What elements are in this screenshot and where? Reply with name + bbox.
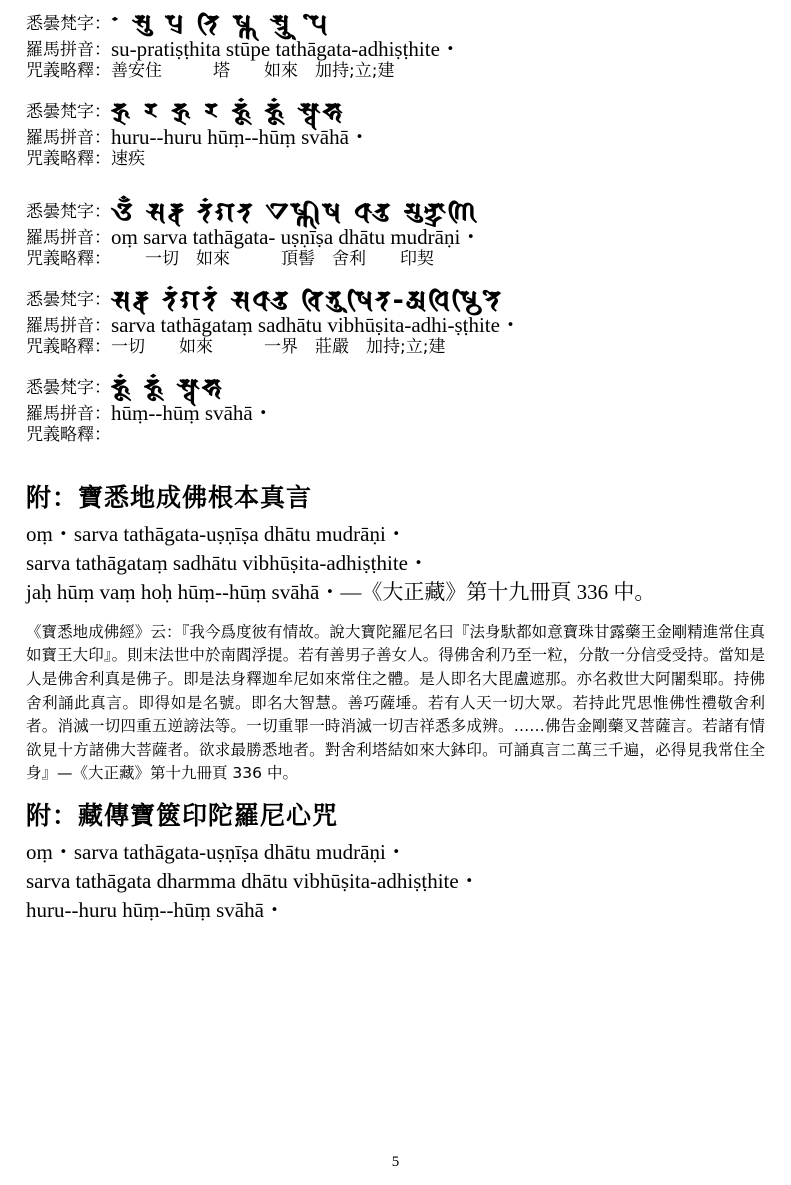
- appendix-1-line-3: jaḥ hūṃ vaṃ hoḥ hūṃ--hūṃ svāhā・—《大正藏》第十九冊頁 336 中。: [26, 579, 656, 604]
- romanization-text: su-pratiṣṭhita stūpe tathāgata-adhiṣṭhite・: [111, 37, 461, 61]
- siddham-label: 悉曇梵字：: [26, 102, 111, 122]
- appendix-1-line-2: sarva tathāgataṃ sadhātu vibhūṣita-adhiṣṭhite・: [26, 550, 429, 575]
- romanization-label: 羅馬拼音：: [26, 40, 111, 60]
- siddham-row: [26, 374, 765, 401]
- romanization-text: oṃ sarva tathāgata- uṣṇīṣa dhātu mudrāṇi・: [111, 225, 482, 249]
- meaning-row: [26, 151, 765, 170]
- siddham-text: 𑗄 𑖭𑖲 𑖢𑖿𑖨 𑖝𑖰 𑖬𑖿𑖜 𑖭𑖿𑖝𑖳 𑖢𑖸: [111, 10, 330, 39]
- romanization-row: [26, 39, 765, 61]
- siddham-text: 𑖭𑖨𑖿𑖪 𑖝𑖽𑖐𑖝𑖽 𑖭𑖠𑖯𑖝𑖲 𑖪𑖰𑖥𑖳𑖬𑖰𑖝-𑖀𑖠𑖰𑖬𑖿𑖙𑖰𑖝𑖸: [111, 286, 504, 315]
- meaning-label: 咒義略釋：: [26, 249, 111, 269]
- sutra-quotation: 《寶悉地成佛經》云：『我今爲度彼有情故。說大寶陀羅尼名曰『法身馱都如意寶珠甘露藥王金剛精進常住真如寶王大印』。則末法世中於南閻浮提。若有善男子善女人。得佛舍利乃至一粒，分散一分信受受持。當知是人是佛舍利真是佛子。即是法身釋迦牟尼如來常住之體。是人即名大毘盧遮那。亦名救世大阿闍梨耶。持佛舍利誦此真言。即得如是名號。即名大智慧。善巧薩埵。若有人天一切大眾。若持此咒思惟佛性禮敬舍利者。消滅一切四重五逆謗法等。一切重罪一時消滅一切吉祥悉多成辨。……佛告金剛藥叉菩薩言。若諸有情欲見十方諸佛大菩薩者。欲求最勝悉地者。對舍利塔結如來大鉢印。可誦真言二萬三千遍，必得見我常住全身』—《大正藏》第十九冊頁 336 中。: [26, 622, 765, 783]
- appendix-2-line-3: huru--huru hūṃ--hūṃ svāhā・: [26, 897, 285, 922]
- siddham-row: [26, 198, 765, 225]
- mantra-block-1: [26, 10, 765, 82]
- meaning-text: 速疾: [111, 149, 145, 169]
- meaning-label: 咒義略釋：: [26, 149, 111, 169]
- siddham-text: 𑖮𑗜 𑖨𑗜 𑖮𑗜 𑖨𑗜 𑖮𑗝𑖽 𑖮𑗝𑖽 𑖭𑖿𑖪𑖯𑖮𑖯: [111, 98, 345, 127]
- appendix-2-line-2: sarva tathāgata dharmma dhātu vibhūṣita-adhiṣṭhite・: [26, 868, 480, 893]
- appendix-2-line-1: oṃ・sarva tathāgata-uṣṇīṣa dhātu mudrāṇi・: [26, 839, 407, 864]
- meaning-label: 咒義略釋：: [26, 61, 111, 81]
- romanization-text: huru--huru hūṃ--hūṃ svāhā・: [111, 125, 370, 149]
- romanization-label: 羅馬拼音：: [26, 404, 111, 424]
- romanization-label: 羅馬拼音：: [26, 128, 111, 148]
- romanization-text: sarva tathāgataṃ sadhātu vibhūṣita-adhi-ṣṭhite・: [111, 313, 521, 337]
- siddham-label: 悉曇梵字：: [26, 202, 111, 222]
- siddham-text: 𑖮𑗝𑖽 𑖮𑗝𑖽 𑖭𑖿𑖪𑖯𑖮𑖯: [111, 374, 224, 403]
- spacer: [26, 176, 765, 198]
- meaning-row: [26, 63, 765, 82]
- meaning-text: 一切 如來 頂髻 舍利 印契: [111, 249, 434, 269]
- romanization-text: hūṃ--hūṃ svāhā・: [111, 401, 274, 425]
- romanization-label: 羅馬拼音：: [26, 228, 111, 248]
- mantra-block-3: [26, 198, 765, 270]
- meaning-text: 善安住 塔 如來 加持;立;建: [111, 61, 395, 81]
- siddham-label: 悉曇梵字：: [26, 14, 111, 34]
- appendix-1-line-1: oṃ・sarva tathāgata-uṣṇīṣa dhātu mudrāṇi・: [26, 522, 407, 546]
- romanization-row: [26, 227, 765, 249]
- siddham-row: [26, 10, 765, 37]
- appendix-1-heading: 附：寶悉地成佛根本真言: [26, 483, 313, 512]
- romanization-row: [26, 127, 765, 149]
- mantra-block-5: [26, 374, 765, 446]
- mantra-block-4: [26, 286, 765, 358]
- siddham-text: 𑖌𑖼 𑖭𑖨𑖿𑖪 𑖝𑖽𑖐𑖝 𑖊𑖬𑖿𑖜𑖱𑖬 𑖠𑖯𑖝𑖲 𑖦𑖲𑖡𑖿𑖟𑖿𑖨𑖯𑖜𑖰: [111, 198, 479, 227]
- spacer: [26, 364, 765, 374]
- meaning-text: 一切 如來 一界 莊嚴 加持;立;建: [111, 337, 446, 357]
- meaning-label: 咒義略釋：: [26, 337, 111, 357]
- siddham-label: 悉曇梵字：: [26, 290, 111, 310]
- meaning-row: [26, 339, 765, 358]
- spacer: [26, 452, 765, 468]
- mantra-block-2: [26, 98, 765, 170]
- page-number: 5: [391, 1154, 400, 1170]
- spacer: [26, 88, 765, 98]
- meaning-row: [26, 251, 765, 270]
- romanization-label: 羅馬拼音：: [26, 316, 111, 336]
- siddham-label: 悉曇梵字：: [26, 378, 111, 398]
- spacer: [26, 276, 765, 286]
- meaning-row: [26, 427, 765, 446]
- romanization-row: [26, 403, 765, 425]
- appendix-2-heading: 附：藏傳寶篋印陀羅尼心咒: [26, 800, 339, 830]
- siddham-row: [26, 98, 765, 125]
- meaning-label: 咒義略釋：: [26, 425, 111, 445]
- siddham-row: [26, 286, 765, 313]
- romanization-row: [26, 315, 765, 337]
